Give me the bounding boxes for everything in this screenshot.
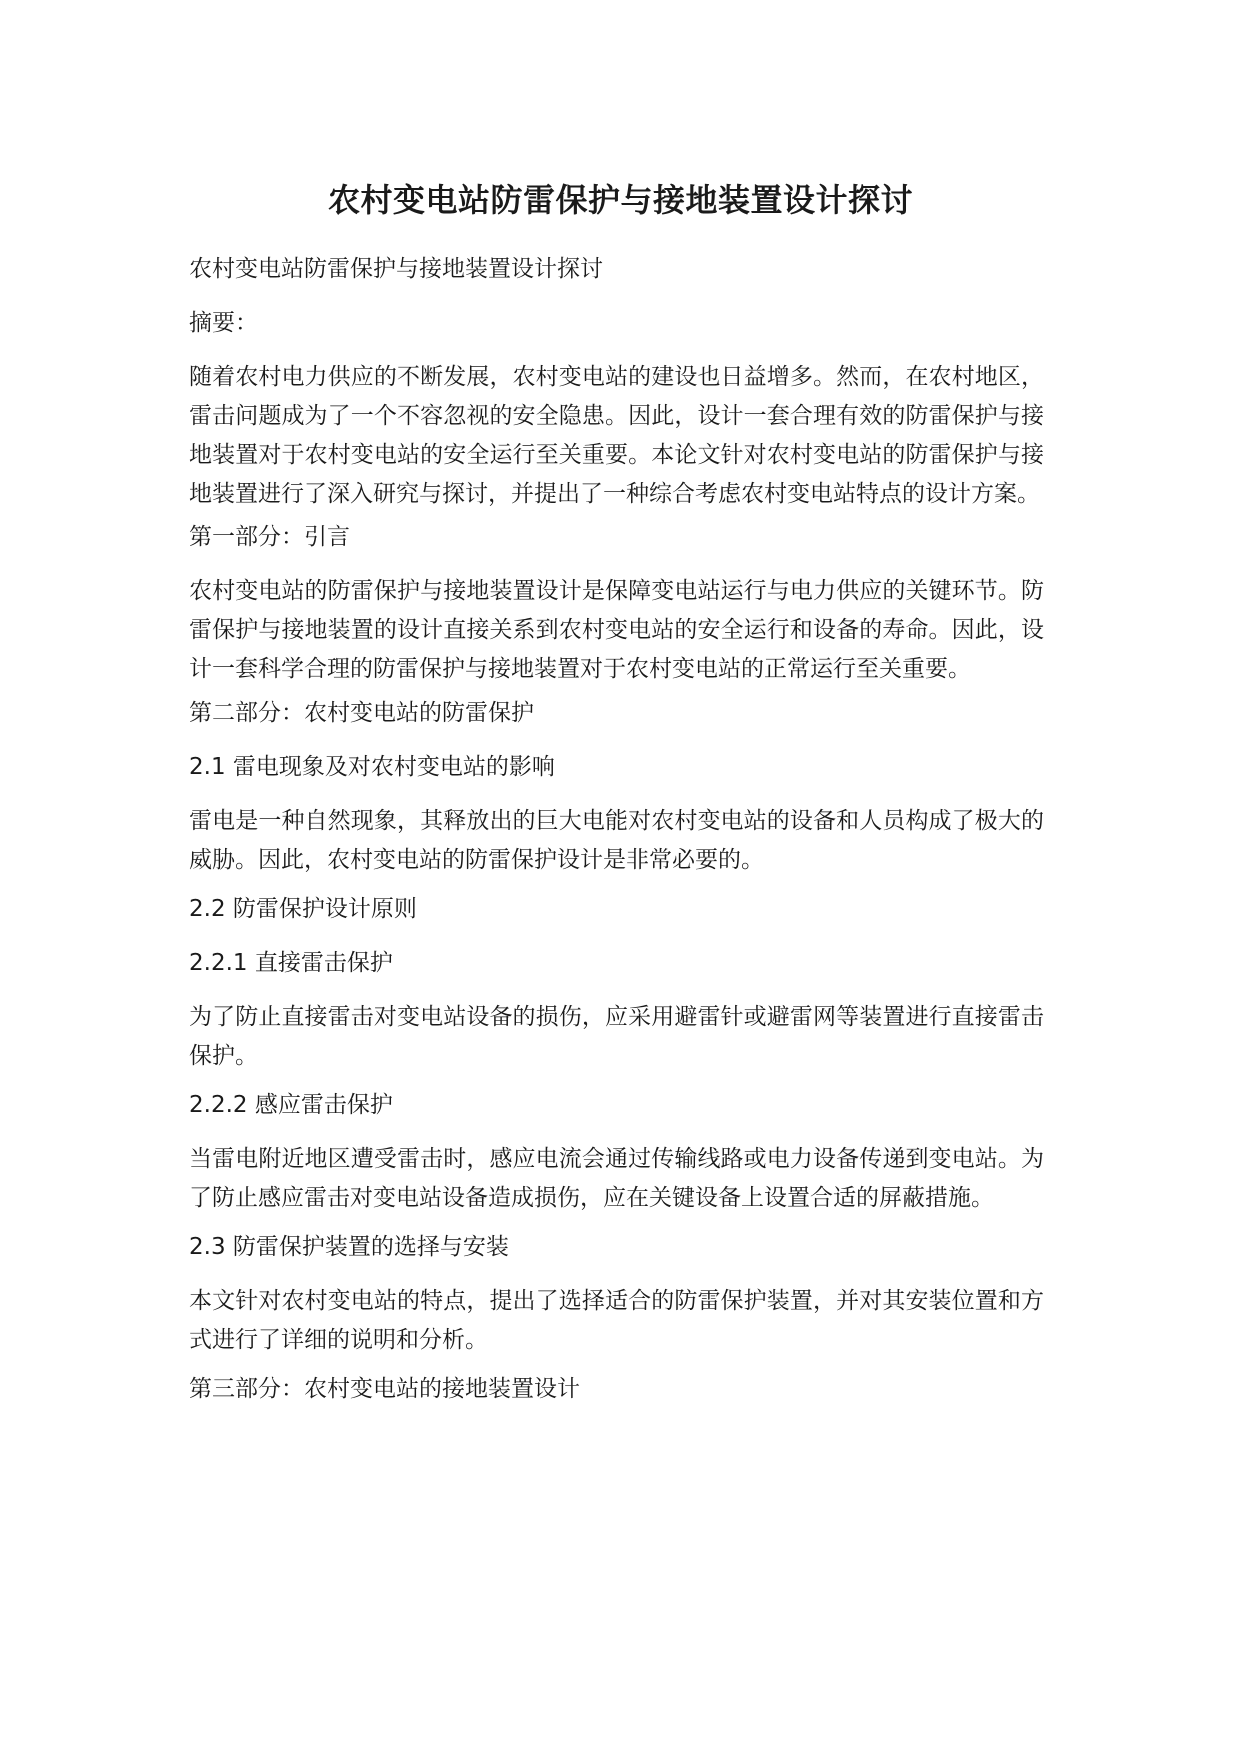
document-subtitle: 农村变电站防雷保护与接地装置设计探讨 — [189, 256, 603, 282]
section-2-2-heading: 2.2 防雷保护设计原则 — [189, 896, 417, 922]
section-2-1-paragraph: 雷电是一种自然现象，其释放出的巨大电能对农村变电站的设备和人员构成了极大的威胁。因此，农村变电站的防雷保护设计是非常必要的。 — [189, 808, 1044, 873]
section-2-2-1-paragraph: 为了防止直接雷击对变电站设备的损伤，应采用避雷针或避雷网等装置进行直接雷击保护。 — [189, 1004, 1044, 1069]
part2-heading: 第二部分：农村变电站的防雷保护 — [189, 700, 534, 726]
part3-heading: 第三部分：农村变电站的接地装置设计 — [189, 1376, 580, 1402]
abstract-paragraph: 随着农村电力供应的不断发展，农村变电站的建设也日益增多。然而，在农村地区，雷击问题成为了一个不容忽视的安全隐患。因此，设计一套合理有效的防雷保护与接地装置对于农村变电站的安全运行至关重要。本论文针对农村变电站的防雷保护与接地装置进行了深入研究与探讨，并提出了一种综合考虑农村变电站特点的设计方案。 — [189, 364, 1044, 507]
part1-heading: 第一部分：引言 — [189, 524, 350, 550]
section-2-2-2-heading: 2.2.2 感应雷击保护 — [189, 1092, 393, 1118]
section-2-1-heading: 2.1 雷电现象及对农村变电站的影响 — [189, 754, 555, 780]
section-2-3-paragraph: 本文针对农村变电站的特点，提出了选择适合的防雷保护装置，并对其安装位置和方式进行了详细的说明和分析。 — [189, 1288, 1044, 1353]
section-2-2-1-heading: 2.2.1 直接雷击保护 — [189, 950, 393, 976]
section-2-2-2-paragraph: 当雷电附近地区遭受雷击时，感应电流会通过传输线路或电力设备传递到变电站。为了防止感应雷击对变电站设备造成损伤，应在关键设备上设置合适的屏蔽措施。 — [189, 1146, 1044, 1211]
part1-paragraph: 农村变电站的防雷保护与接地装置设计是保障变电站运行与电力供应的关键环节。防雷保护与接地装置的设计直接关系到农村变电站的安全运行和设备的寿命。因此，设计一套科学合理的防雷保护与接地装置对于农村变电站的正常运行至关重要。 — [189, 578, 1044, 682]
document-title: 农村变电站防雷保护与接地装置设计探讨 — [327, 181, 913, 219]
abstract-heading: 摘要： — [189, 310, 258, 336]
section-2-3-heading: 2.3 防雷保护装置的选择与安装 — [189, 1234, 509, 1260]
